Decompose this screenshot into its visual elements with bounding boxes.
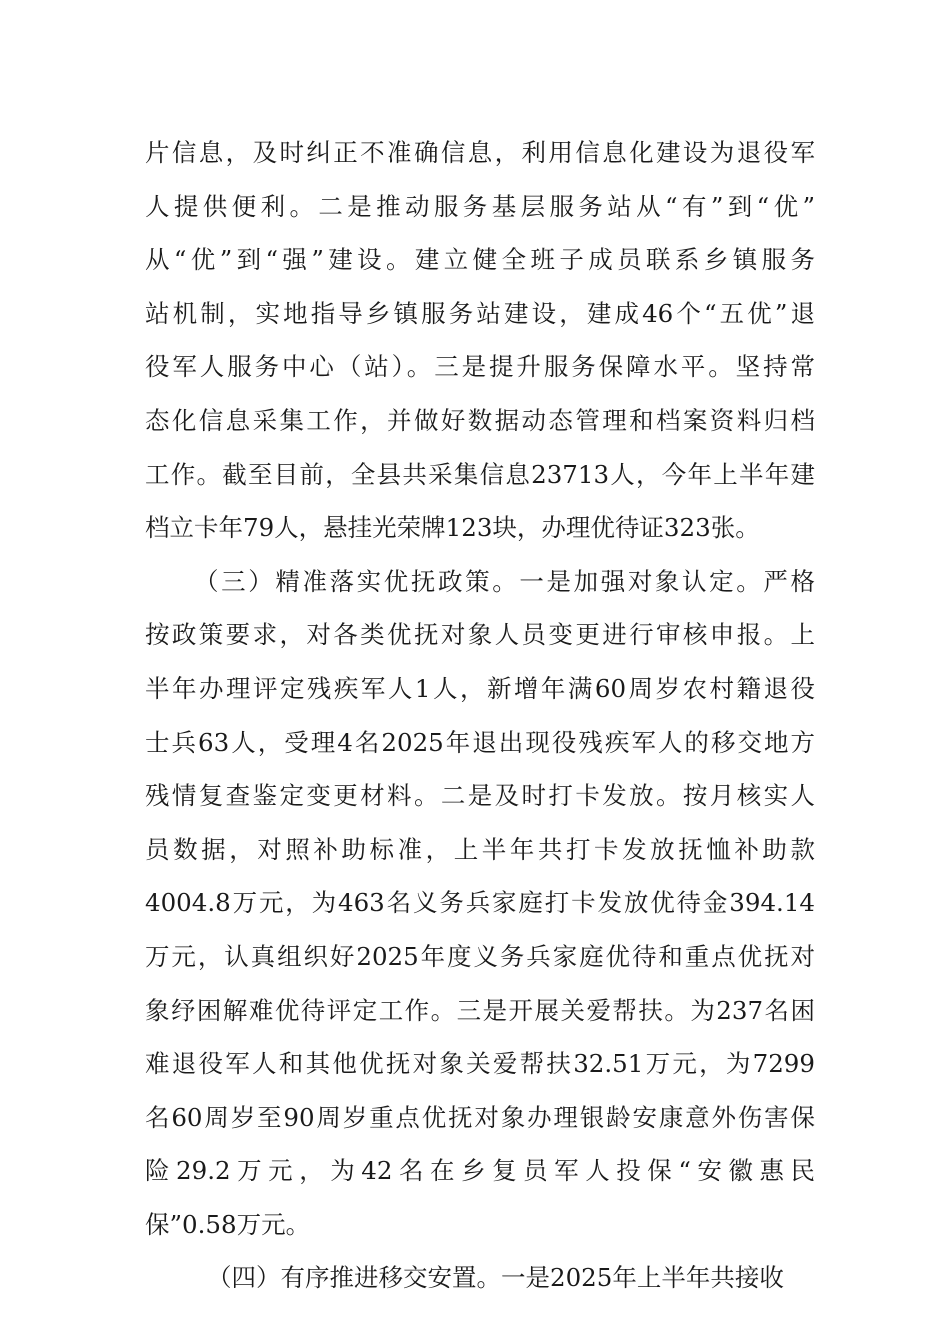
document-body [145, 126, 815, 1305]
paragraph-heading-line: （四）有序推进移交安置。一是2025年上半年共接收 [207, 1263, 784, 1293]
text-line: 态化信息采集工作，并做好数据动态管理和档案资料归档 [145, 405, 815, 435]
text-line: 4004.8万元，为463名义务兵家庭打卡发放优待金394.14 [145, 888, 815, 918]
text-line: 按政策要求，对各类优抚对象人员变更进行审核申报。上 [145, 620, 815, 650]
text-line: 片信息，及时纠正不准确信息，利用信息化建设为退役军 [145, 138, 815, 167]
text-line: 保”0.58万元。 [145, 1209, 311, 1239]
text-line: 档立卡年79人，悬挂光荣牌123块，办理优待证323张。 [145, 513, 760, 543]
text-line: 士兵63人，受理4名2025年退出现役残疾军人的移交地方 [145, 727, 815, 757]
text-line: 象纾困解难优待评定工作。三是开展关爱帮扶。为237名困 [145, 995, 815, 1025]
text-line: 难退役军人和其他优抚对象关爱帮扶32.51万元，为7299 [145, 1049, 815, 1079]
paragraph-heading-line: （三）精准落实优抚政策。一是加强对象认定。严格 [194, 566, 815, 596]
text-line: 员数据，对照补助标准，上半年共打卡发放抚恤补助款 [145, 834, 815, 864]
text-line: 工作。截至目前，全县共采集信息23713人，今年上半年建 [145, 459, 815, 489]
text-line: 万元，认真组织好2025年度义务兵家庭优待和重点优抚对 [145, 941, 815, 971]
text-line: 站机制，实地指导乡镇服务站建设，建成46个“五优”退 [145, 298, 815, 328]
text-line: 名60周岁至90周岁重点优抚对象办理银龄安康意外伤害保 [145, 1102, 815, 1132]
text-line: 半年办理评定残疾军人1人，新增年满60周岁农村籍退役 [145, 673, 815, 703]
text-line: 人提供便利。二是推动服务基层服务站从“有”到“优” [145, 191, 815, 221]
text-line: 残情复查鉴定变更材料。二是及时打卡发放。按月核实人 [145, 781, 815, 811]
text-line: 从“优”到“强”建设。建立健全班子成员联系乡镇服务 [145, 245, 815, 275]
text-line: 役军人服务中心（站）。三是提升服务保障水平。坚持常 [145, 352, 815, 382]
text-line: 险29.2万元，为42名在乡复员军人投保“安徽惠民 [145, 1156, 815, 1186]
